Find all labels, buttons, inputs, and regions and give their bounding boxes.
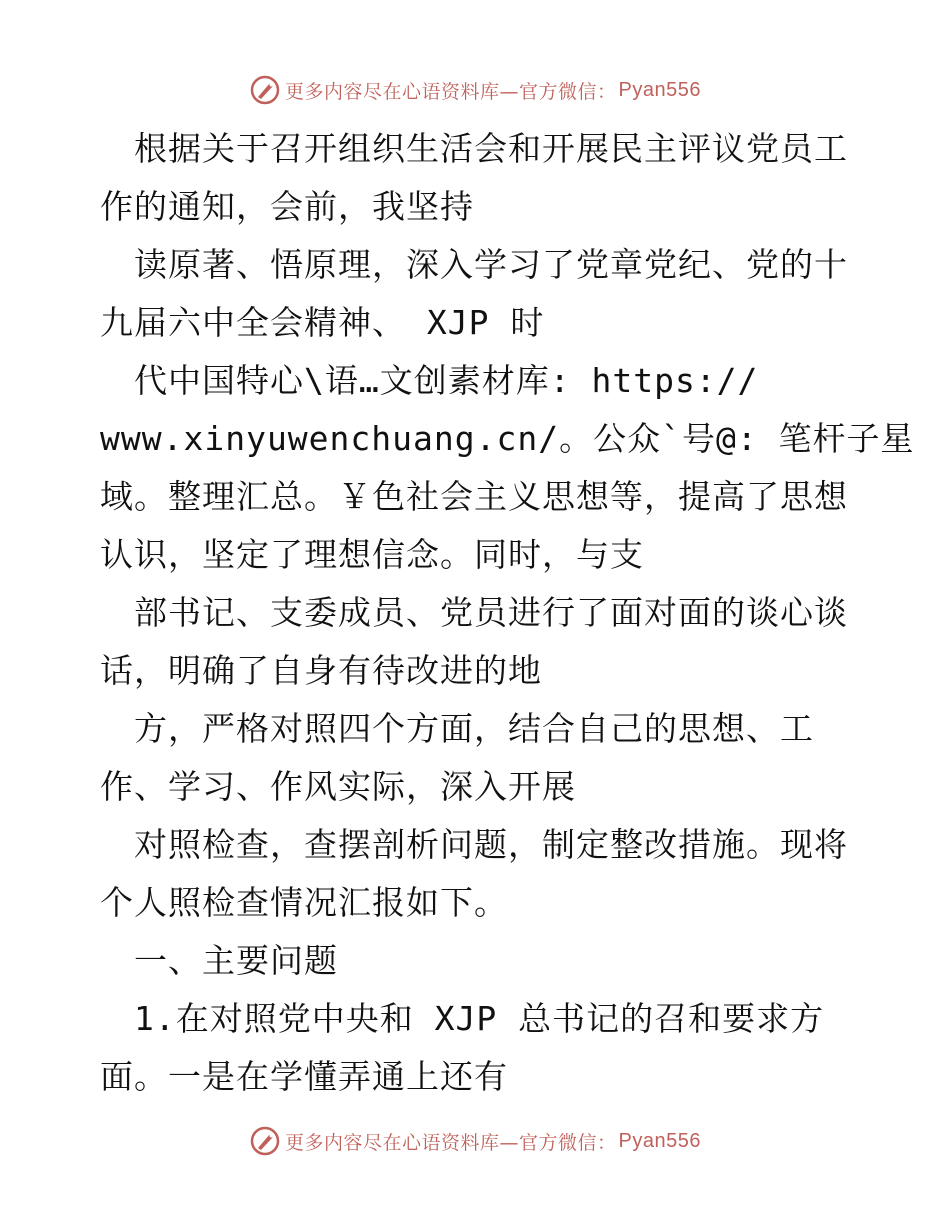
text-line: 代中国特心\语…文创素材库: https:// (134, 361, 759, 400)
text-line: 域。整理汇总。￥色社会主义思想等，提高了思想 (100, 477, 848, 516)
text-line: 个人照检查情况汇报如下。 (100, 883, 508, 922)
text-line: 根据关于召开组织生活会和开展民主评议党员工 (134, 129, 848, 168)
text-line: 作、学习、作风实际，深入开展 (100, 767, 576, 806)
text-line: 对照检查，查摆剖析问题，制定整改措施。现将 (134, 825, 848, 864)
watermark-text: 更多内容尽在心语资料库—官方微信： (285, 1131, 617, 1154)
text-line: 话，明确了自身有待改进的地 (100, 651, 542, 690)
text-line: 认识，坚定了理想信念。同时，与支 (100, 535, 644, 574)
text-line: 1.在对照党中央和 XJP 总书记的召和要求方 (134, 999, 825, 1038)
text-line: 面。一是在学懂弄通上还有 (100, 1057, 508, 1096)
text-line: 作的通知，会前，我坚持 (100, 187, 474, 226)
text-line: 方，严格对照四个方面，结合自己的思想、工 (134, 709, 814, 748)
text-line: 九届六中全会精神、 XJP 时 (100, 303, 545, 342)
footer-watermark (0, 1121, 950, 1161)
fountain-pen-logo-icon (249, 1125, 281, 1157)
text-line: 读原著、悟原理，深入学习了党章党纪、党的十 (134, 245, 848, 284)
section-heading: 一、主要问题 (134, 941, 338, 980)
watermark-text: 更多内容尽在心语资料库—官方微信： (285, 80, 617, 103)
watermark-account: Pyan556 (618, 1129, 701, 1152)
text-line: 部书记、支委成员、党员进行了面对面的谈心谈 (134, 593, 848, 632)
watermark-account: Pyan556 (618, 78, 701, 101)
text-line: www.xinyuwenchuang.cn/。公众`号@: 笔杆子星 (100, 419, 915, 458)
